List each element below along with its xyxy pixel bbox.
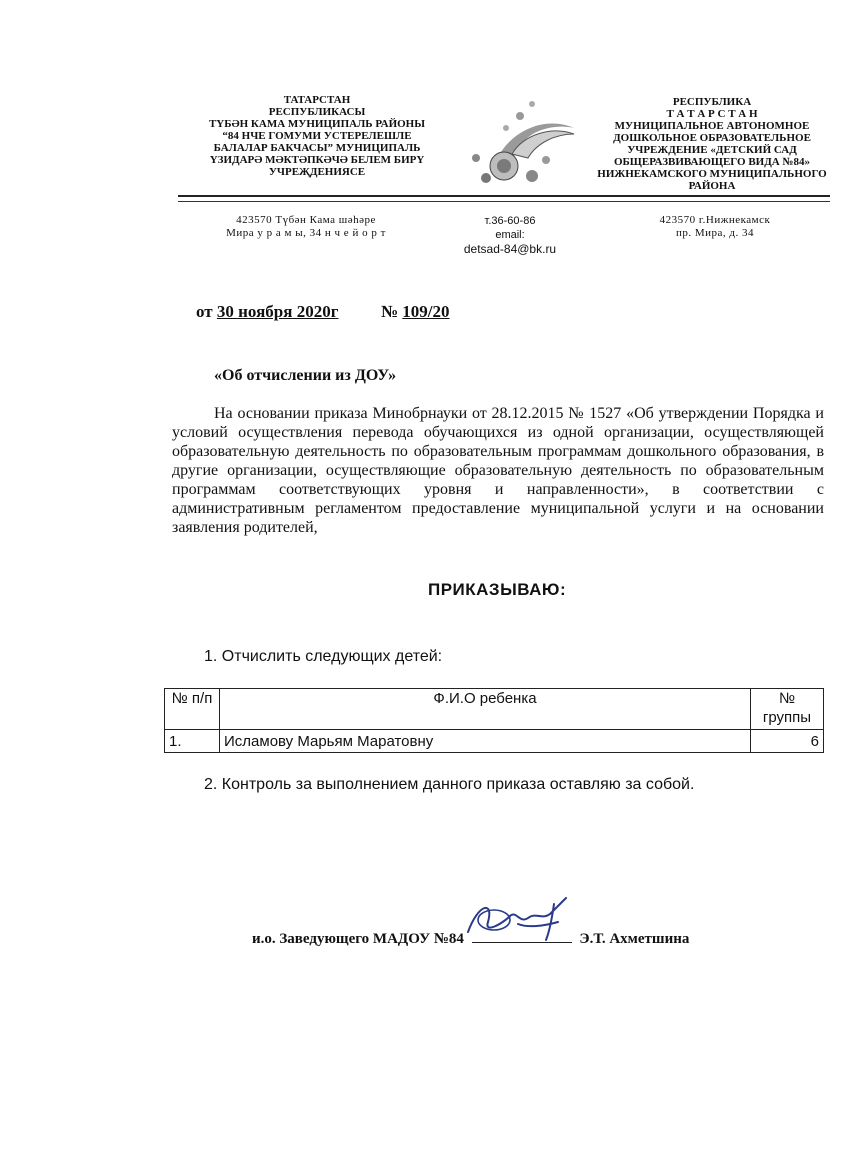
address-line: 423570 Түбән Кама шәһәре [236,214,376,226]
signatory-name: Э.Т. Ахметшина [579,931,690,947]
signature-block [252,928,689,948]
order-item-2: 2. Контроль за выполнением данного приказа оставляю за собой. [204,776,695,793]
table-header-row [165,689,824,730]
order-prefix: от [196,302,213,321]
header-right-line: РЕСПУБЛИКА [672,96,752,108]
header-right-line: ОБЩЕРАЗВИВАЮЩЕГО ВИДА №84» [613,156,811,168]
order-date: 30 ноября 2020г [216,302,339,321]
header-group: № группы [751,689,824,730]
header-divider-thin [178,201,830,202]
header-left-line: “84 НЧЕ ГОМУМИ УСТЕРЕЛЕШЛЕ [222,130,412,142]
decree-heading: ПРИКАЗЫВАЮ: [428,580,567,599]
email-label: email: [495,229,525,241]
cell-name: Исламову Марьям Маратовну [220,730,751,753]
header-left-line: ҮЗИДАРӘ МӘКТӘПКӘЧӘ БЕЛЕМ БИРҮ [209,154,425,166]
order-subject: «Об отчислении из ДОУ» [214,367,397,384]
phone: т.36-60-86 [484,215,536,227]
address-tatar [206,214,406,240]
header-right-line: МУНИЦИПАЛЬНОЕ АВТОНОМНОЕ [614,120,810,132]
order-number-prefix: № [380,302,399,321]
header-left-line: РЕСПУБЛИКАСЫ [268,106,366,118]
header-left-line: ТАТАРСТАН [283,94,351,106]
signature-line [472,928,572,943]
header-left-line: УЧРЕҖДЕНИЯСЕ [268,166,366,178]
contacts [440,214,580,256]
address-line: пр. Мира, д. 34 [675,227,755,239]
header-right-line: Т А Т А Р С Т А Н [666,108,758,120]
header-right-line: ДОШКОЛЬНОЕ ОБРАЗОВАТЕЛЬНОЕ [613,132,811,144]
table-row [165,730,824,753]
header-right-line: РАЙОНА [688,180,736,192]
header-name: Ф.И.О ребенка [220,689,751,730]
children-table [164,688,824,753]
order-date-number [196,302,450,322]
cell-num: 1. [165,730,220,753]
email: detsad-84@bk.ru [463,242,557,256]
cell-group: 6 [751,730,824,753]
header-left-tatar [186,94,448,178]
header-num: № п/п [165,689,220,730]
address-line: Мира у р а м ы, 34 н ч е й о р т [226,227,386,239]
header-divider [178,195,830,197]
kindergarten-logo-icon [462,94,582,194]
order-item-1: 1. Отчислить следующих детей: [204,648,443,665]
signatory-position: и.о. Заведующего МАДОУ №84 [252,931,464,947]
address-line: 423570 г.Нижнекамск [659,214,771,226]
header-right-russian [592,96,832,192]
header-right-line: УЧРЕЖДЕНИЕ «ДЕТСКИЙ САД [627,144,797,156]
header-left-line: БАЛАЛАР БАКЧАСЫ” МУНИЦИПАЛЬ [213,142,421,154]
handwritten-signature-icon [458,894,578,944]
order-body: На основании приказа Минобрнауки от 28.12.2015 № 1527 «Об утверждении Порядка и условий осуществления перевода обучающихся из одной организации, осуществляющей образовательную деятельность по образовательным программам дошкольного образования, в другие организации, осуществляющие образовательную деятельность по образовательным программам соответствующих уровня и направленности», в соответствии с административным регламентом предоставление муниципальной услуги и на основании заявления родителей, [172,405,824,536]
order-number: 109/20 [402,302,450,321]
header-right-line: НИЖНЕКАМСКОГО МУНИЦИПАЛЬНОГО [597,168,827,180]
header-left-line: ТҮБӘН КАМА МУНИЦИПАЛЬ РАЙОНЫ [208,118,426,130]
address-russian [630,214,800,240]
